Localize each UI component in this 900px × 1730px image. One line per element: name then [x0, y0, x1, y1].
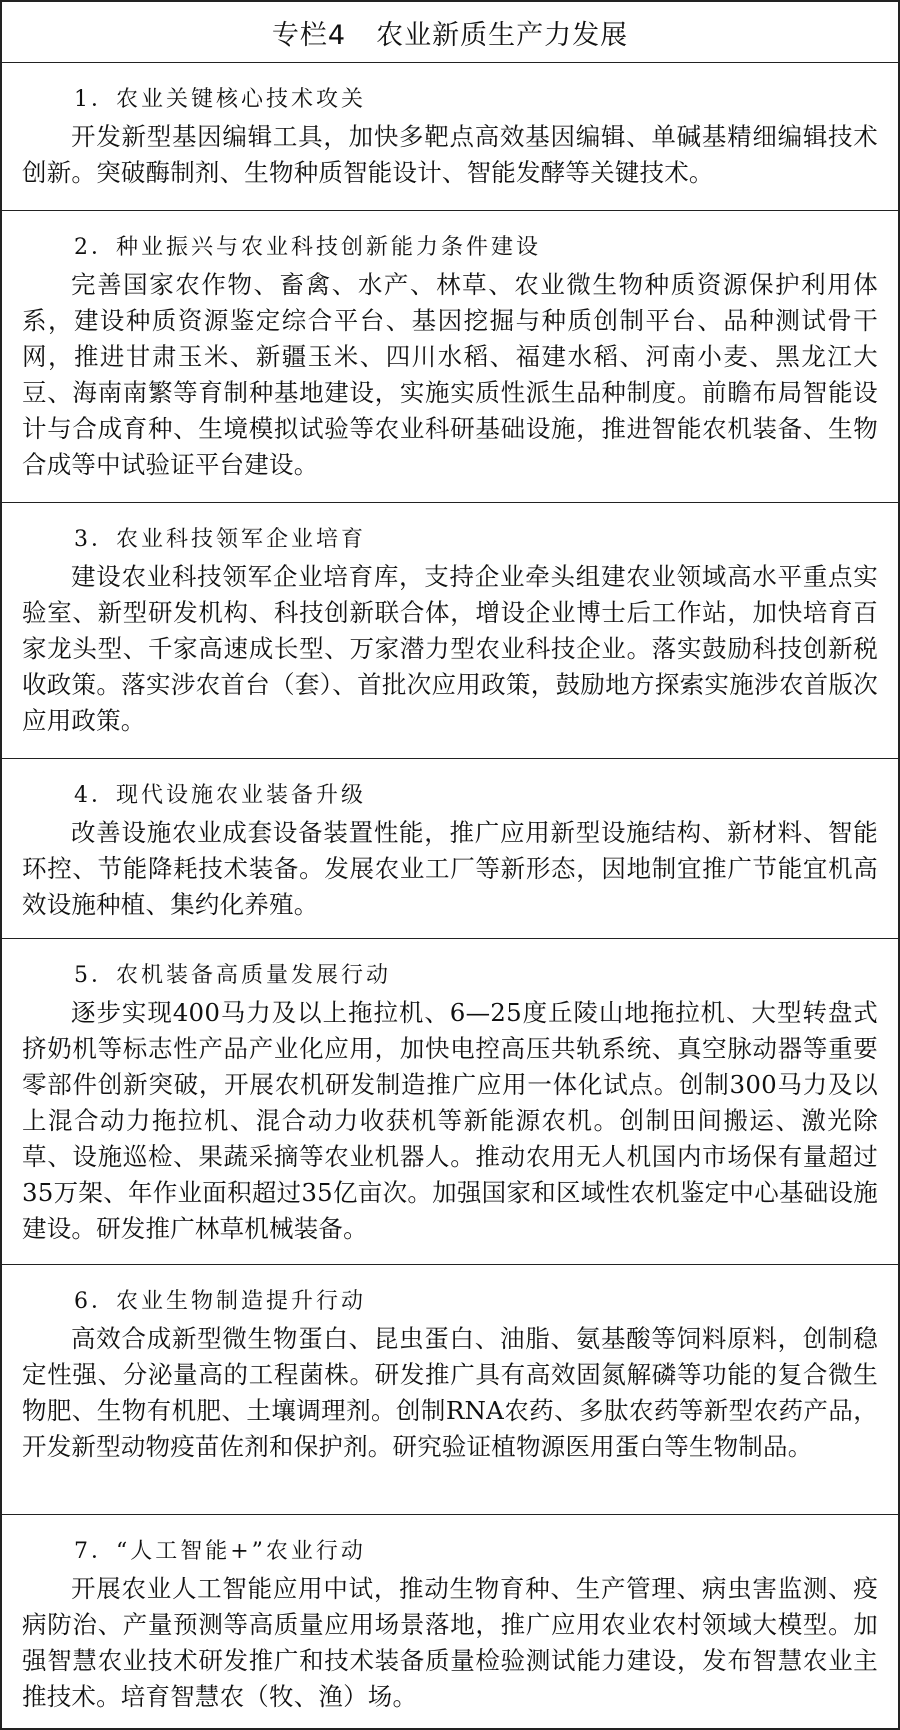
- section-7: [2, 1515, 898, 1729]
- section-body: 改善设施农业成套设备装置性能，推广应用新型设施结构、新材料、智能环控、节能降耗技术装备。发展农业工厂等新形态，因地制宜推广节能宜机高效设施种植、集约化养殖。: [22, 818, 878, 919]
- section-heading: 5．农机装备高质量发展行动: [74, 963, 391, 988]
- section-body: 高效合成新型微生物蛋白、昆虫蛋白、油脂、氨基酸等饲料原料，创制稳定性强、分泌量高的工程菌株。研发推广具有高效固氮解磷等功能的复合微生物肥、生物有机肥、土壤调理剂。创制RNA农药、多肽农药等新型农药产品，开发新型动物疫苗佐剂和保护剂。研究验证植物源医用蛋白等生物制品。: [22, 1324, 878, 1461]
- section-6: [2, 1265, 898, 1515]
- section-body: 逐步实现400马力及以上拖拉机、6—25度丘陵山地拖拉机、大型转盘式挤奶机等标志性产品产业化应用，加快电控高压共轨系统、真空脉动器等重要零部件创新突破，开展农机研发制造推广应用一体化试点。创制300马力及以上混合动力拖拉机、混合动力收获机等新能源农机。创制田间搬运、激光除草、设施巡检、果蔬采摘等农业机器人。推动农用无人机国内市场保有量超过35万架、年作业面积超过35亿亩次。加强国家和区域性农机鉴定中心基础设施建设。研发推广林草机械装备。: [22, 998, 878, 1243]
- section-2: [2, 211, 898, 503]
- section-heading: 3．农业科技领军企业培育: [74, 527, 366, 552]
- box-title: [2, 2, 898, 63]
- section-body: 建设农业科技领军企业培育库，支持企业牵头组建农业领域高水平重点实验室、新型研发机构、科技创新联合体，增设企业博士后工作站，加快培育百家龙头型、千家高速成长型、万家潜力型农业科技企业。落实鼓励科技创新税收政策。落实涉农首台（套）、首批次应用政策，鼓励地方探索实施涉农首版次应用政策。: [22, 562, 878, 735]
- box-title-text: 农业新质生产力发展: [376, 19, 629, 51]
- section-1: [2, 63, 898, 211]
- section-3: [2, 503, 898, 759]
- section-4: [2, 759, 898, 939]
- section-heading: 1．农业关键核心技术攻关: [74, 87, 366, 112]
- section-heading: 6．农业生物制造提升行动: [74, 1289, 366, 1314]
- section-heading: 7．“人工智能+”农业行动: [74, 1539, 366, 1564]
- box-title-prefix: 专栏4: [271, 19, 347, 51]
- section-body: 开发新型基因编辑工具，加快多靶点高效基因编辑、单碱基精细编辑技术创新。突破酶制剂、生物种质智能设计、智能发酵等关键技术。: [22, 122, 878, 187]
- section-body: 完善国家农作物、畜禽、水产、林草、农业微生物种质资源保护利用体系，建设种质资源鉴定综合平台、基因挖掘与种质创制平台、品种测试骨干网，推进甘肃玉米、新疆玉米、四川水稻、福建水稻、河南小麦、黑龙江大豆、海南南繁等育制种基地建设，实施实质性派生品种制度。前瞻布局智能设计与合成育种、生境模拟试验等农业科研基础设施，推进智能农机装备、生物合成等中试验证平台建设。: [22, 270, 878, 479]
- section-5: [2, 939, 898, 1265]
- section-heading: 2．种业振兴与农业科技创新能力条件建设: [74, 235, 541, 260]
- section-body: 开展农业人工智能应用中试，推动生物育种、生产管理、病虫害监测、疫病防治、产量预测等高质量应用场景落地，推广应用农业农村领域大模型。加强智慧农业技术研发推广和技术装备质量检验测试能力建设，发布智慧农业主推技术。培育智慧农（牧、渔）场。: [22, 1574, 878, 1711]
- section-heading: 4．现代设施农业装备升级: [74, 783, 366, 808]
